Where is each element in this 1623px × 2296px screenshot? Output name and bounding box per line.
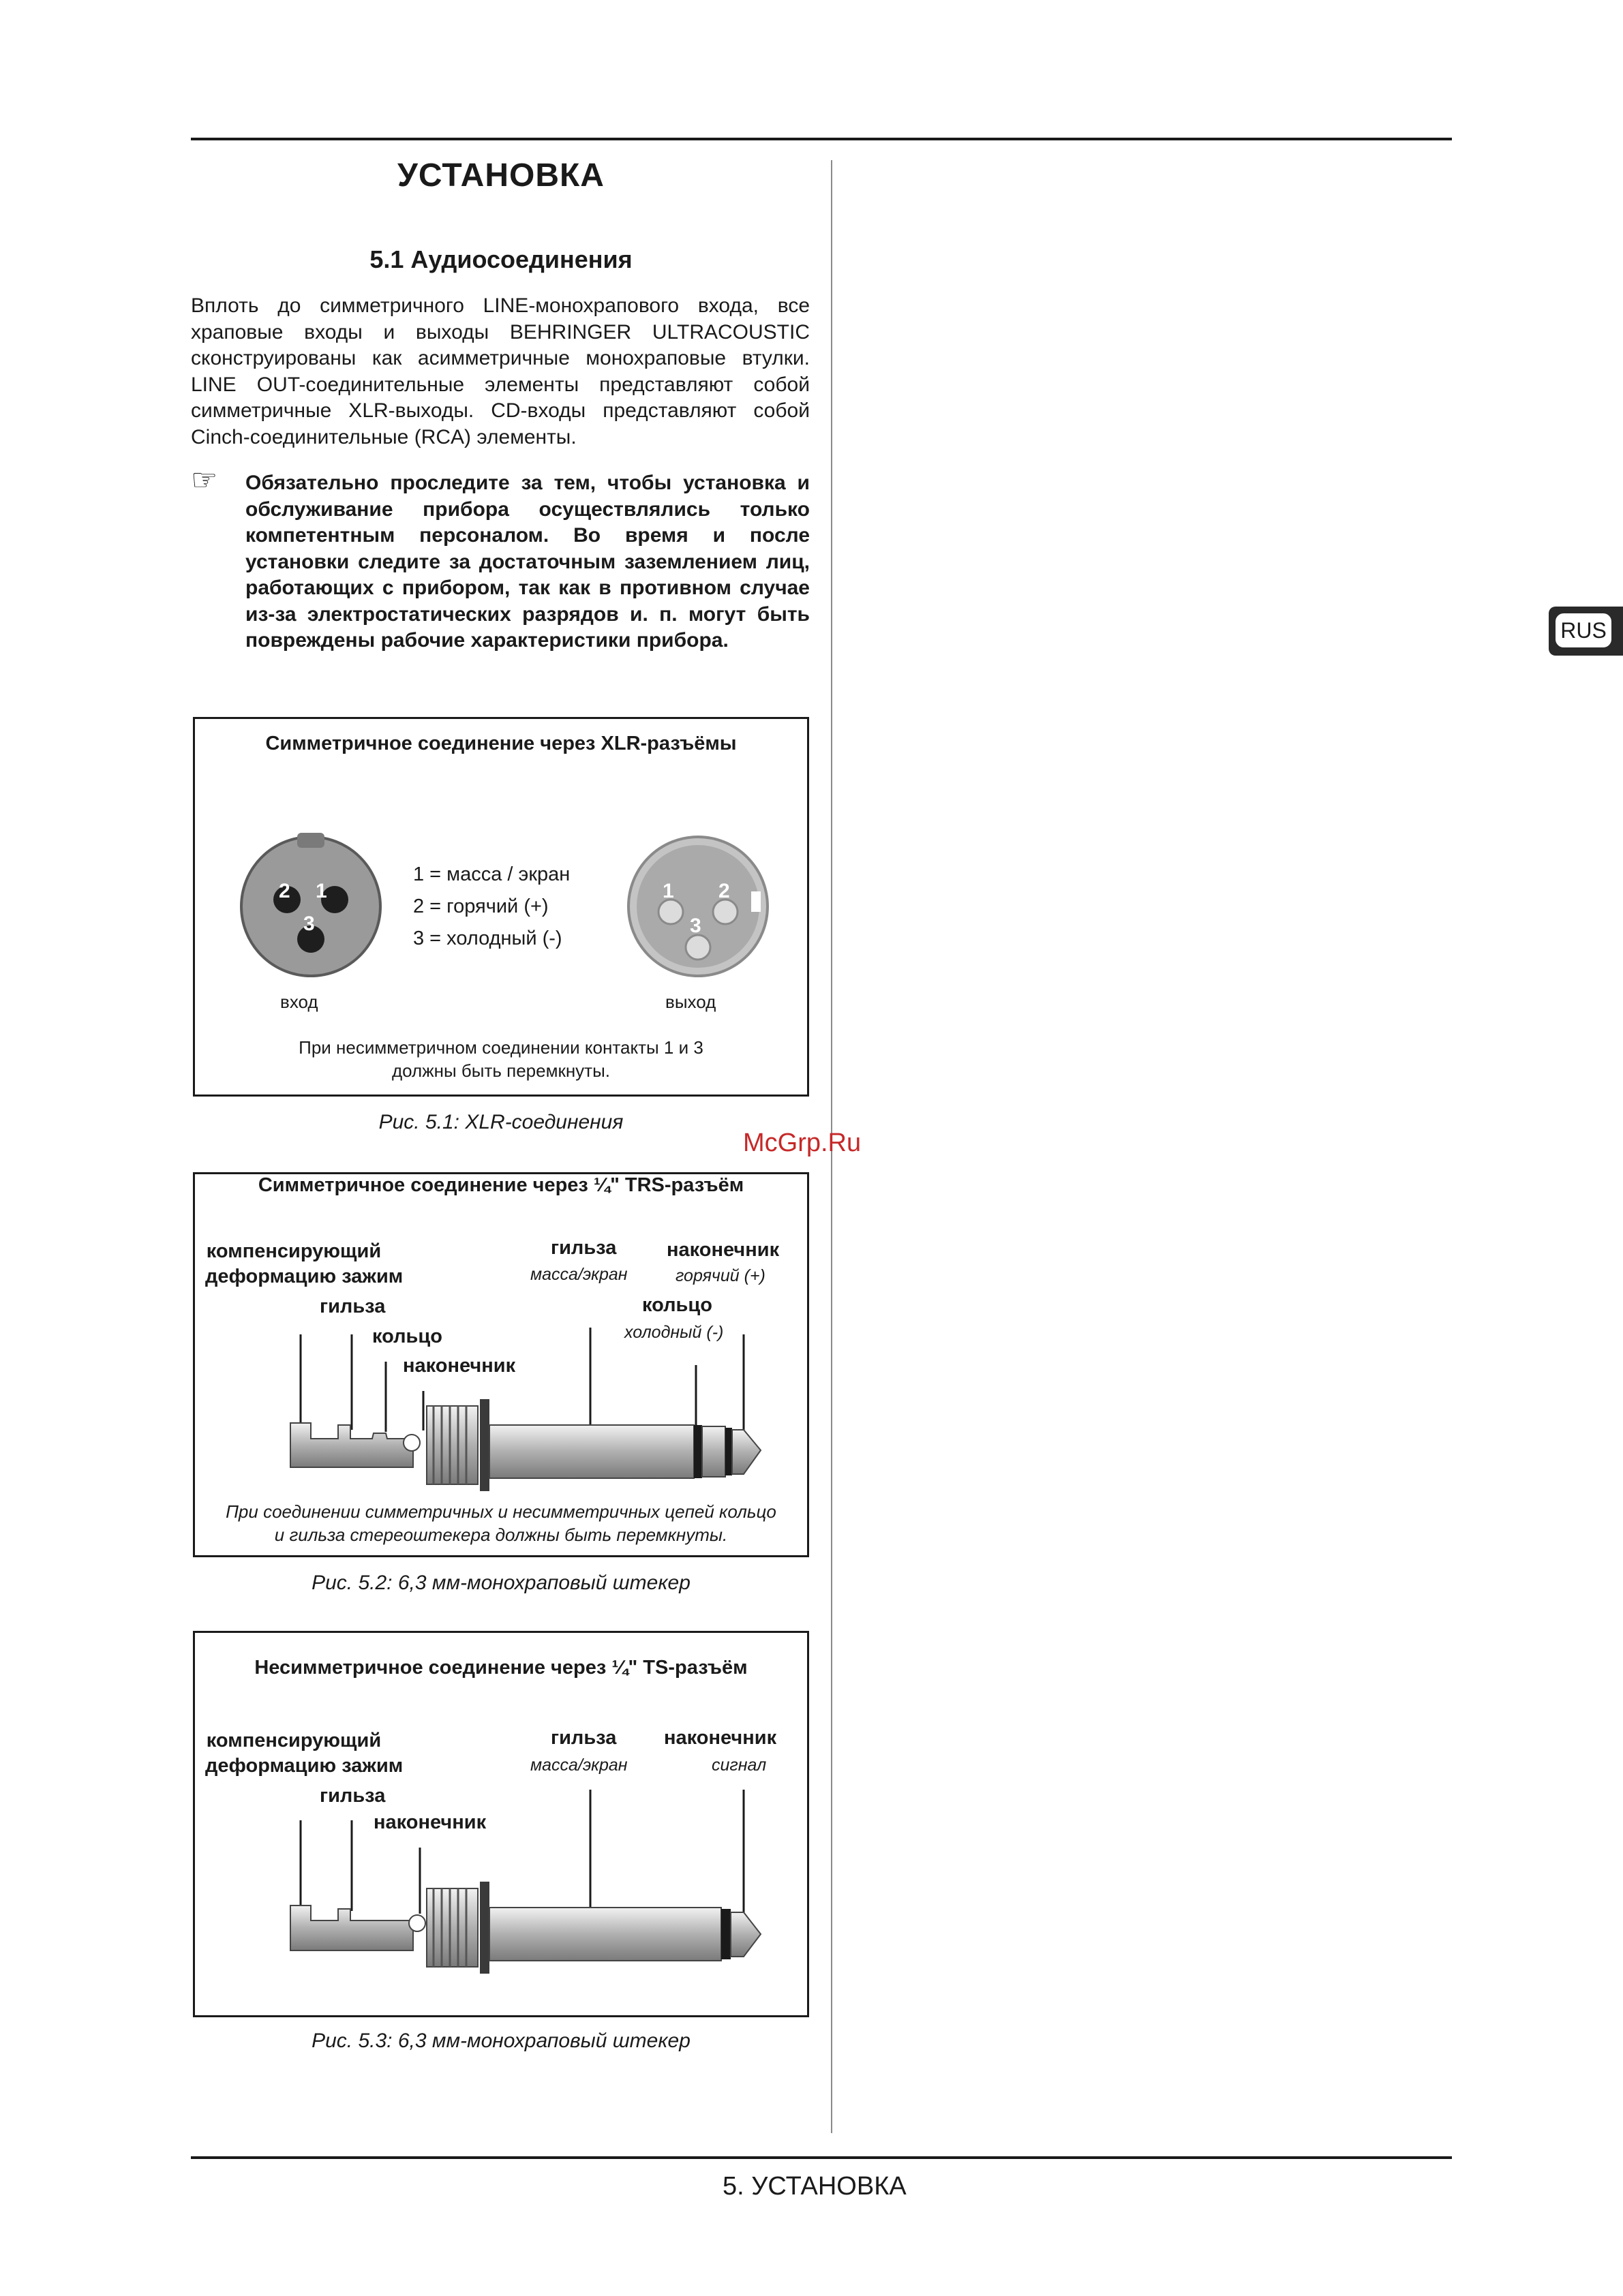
language-tab <box>1549 607 1623 656</box>
page-title: УСТАНОВКА <box>397 157 605 194</box>
sleeve-label-left: гильза <box>320 1296 386 1317</box>
xlr-input-connector <box>232 825 389 981</box>
header-rule <box>191 138 1452 140</box>
xlr-output-connector <box>618 825 774 981</box>
sleeve-label-left: гильза <box>320 1785 386 1807</box>
watermark: McGrp.Ru <box>743 1129 862 1157</box>
tip-label-right: наконечник <box>667 1239 780 1261</box>
trs-figure-box <box>193 1172 809 1557</box>
xlr-output-pin-label: 3 <box>690 915 701 937</box>
tip-desc: сигнал <box>712 1756 767 1775</box>
trs-note-line: При соединении симметричных и несимметричных цепей кольцо <box>226 1501 776 1522</box>
legend-item: 3 = холодный (-) <box>413 928 562 949</box>
clamp-label-line: компенсирующий <box>206 1730 382 1751</box>
legend-item: 1 = масса / экран <box>413 863 571 885</box>
xlr-figure-title: Симметричное соединение через XLR-разъёмы <box>265 733 737 754</box>
figure-caption-2: Рис. 5.2: 6,3 мм-монохраповый штекер <box>312 1572 691 1594</box>
xlr-figure-box <box>193 717 809 1097</box>
ring-desc: холодный (-) <box>624 1323 724 1342</box>
ts-figure-title: Несимметричное соединение через ¼" TS-разъём <box>254 1657 748 1679</box>
body-paragraph: Вплоть до симметричного LINE-монохрапового входа, все храповые входы и выходы BEHRINGER ULTRACOUSTIC сконструированы как асимметричные монохраповые втулки. LINE OUT-соединительные элементы представляют собой симметричные XLR-выходы. CD-входы представляют собой Cinch-соединительные (RCA) элементы. <box>191 294 810 448</box>
tip-label-left: наконечник <box>374 1811 487 1833</box>
warning-note: Обязательно проследите за тем, чтобы установка и обслуживание прибора осуществлялись только компетентным персоналом. Во время и после установки следите за достаточным заземлением лиц, работающих с прибором, так как в противном случае из-за электростатических разрядов и. п. могут быть повреждены рабочие характеристики прибора. <box>245 472 810 652</box>
sleeve-desc: масса/экран <box>530 1756 628 1775</box>
footer-rule <box>191 2156 1452 2159</box>
ring-label-left: кольцо <box>372 1326 442 1347</box>
page-footer: 5. УСТАНОВКА <box>723 2172 907 2201</box>
trs-note <box>195 1500 807 1546</box>
language-tab-label: RUS <box>1556 613 1611 647</box>
xlr-output-pin-label: 2 <box>718 880 730 902</box>
tip-label-right: наконечник <box>664 1727 777 1749</box>
figure-caption-3: Рис. 5.3: 6,3 мм-монохраповый штекер <box>312 2030 691 2052</box>
output-label: выход <box>665 992 716 1012</box>
tip-label-left: наконечник <box>403 1355 516 1377</box>
pointing-hand-icon: ☞ <box>191 463 218 497</box>
figure-caption-1: Рис. 5.1: XLR-соединения <box>378 1111 624 1133</box>
xlr-input-pin-label: 2 <box>279 880 290 902</box>
ring-label-right: кольцо <box>642 1294 712 1316</box>
trs-note-line: и гильза стереоштекера должны быть перемкнуты. <box>274 1525 728 1545</box>
tip-desc: горячий (+) <box>676 1266 765 1285</box>
trs-figure-title: Симметричное соединение через ¼" TRS-разъём <box>258 1174 744 1196</box>
xlr-input-pin-label: 1 <box>316 880 327 902</box>
xlr-note <box>195 1036 807 1082</box>
legend-item: 2 = горячий (+) <box>413 896 549 917</box>
section-heading: 5.1 Аудиосоединения <box>369 245 633 273</box>
ts-figure-box <box>193 1631 809 2017</box>
clamp-label-line: деформацию зажим <box>205 1755 404 1777</box>
xlr-note-line: должны быть перемкнуты. <box>391 1060 611 1081</box>
sleeve-label-right: гильза <box>551 1237 617 1259</box>
xlr-output-pin-label: 1 <box>663 880 674 902</box>
pin-legend <box>413 859 570 955</box>
sleeve-desc: масса/экран <box>530 1265 628 1284</box>
input-label: вход <box>280 992 318 1012</box>
clamp-label-line: компенсирующий <box>206 1240 382 1262</box>
xlr-input-pin-label: 3 <box>303 913 315 935</box>
sleeve-label-right: гильза <box>551 1727 617 1749</box>
ts-plug-drawing <box>195 1769 807 1987</box>
trs-plug-drawing <box>195 1276 807 1495</box>
clamp-label-line: деформацию зажим <box>205 1266 404 1287</box>
xlr-note-line: При несимметричном соединении контакты 1 и 3 <box>299 1037 703 1058</box>
